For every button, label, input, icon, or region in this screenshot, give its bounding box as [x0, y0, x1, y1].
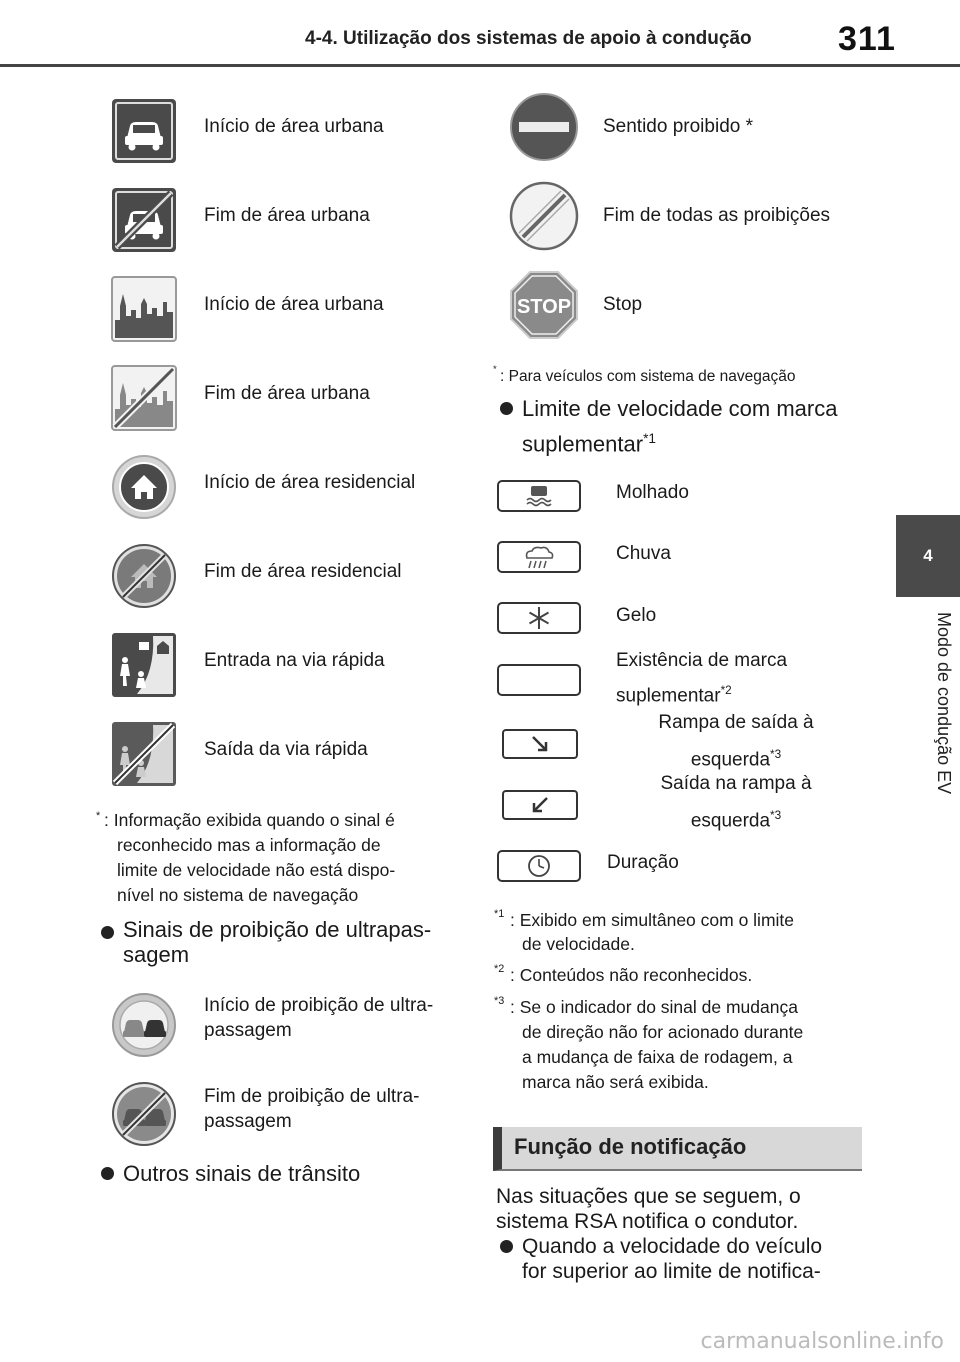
section-heading: sagem [123, 942, 190, 967]
chapter-label: Modo de condução EV [934, 612, 954, 795]
note-line: marca não será exibida. [522, 1072, 709, 1092]
plate-label: Molhado [616, 482, 689, 503]
sign-label: Início de área urbana [204, 116, 384, 137]
plate-label: Rampa de saída à [658, 712, 814, 733]
plate-label: esquerda$^{*3}$ [690, 748, 782, 771]
arrow-down-right-icon [502, 729, 578, 759]
residential-area-end-icon [111, 543, 177, 609]
note-mark: *2 [494, 963, 505, 975]
footnote-line: reconhecido mas a informação de [117, 835, 381, 855]
sign-label: Sentido proibido * [603, 116, 753, 137]
sign-label: Stop [603, 294, 643, 315]
rain-icon [497, 541, 581, 573]
living-street-exit-icon [111, 721, 177, 787]
urban-area-start-skyline-icon [111, 276, 177, 342]
bullet-icon [101, 926, 114, 939]
plate-label: suplementar$^{*2}$ [616, 684, 732, 707]
bullet-icon [101, 1167, 114, 1180]
header-rule [0, 64, 960, 67]
section-title: Função de notificação [514, 1134, 747, 1159]
body-line: for superior ao limite de notifica- [522, 1260, 821, 1283]
note-mark: *3 [494, 995, 505, 1007]
note-line: : Exibido em simultâneo com o limite [510, 910, 794, 930]
sign-label: Fim de proibição de ultra- [204, 1086, 420, 1107]
plate-label: Gelo [616, 605, 657, 626]
plate-label: Chuva [616, 543, 671, 564]
body-line: Nas situações que se seguem, o [496, 1185, 801, 1208]
note-line: : Conteúdos não reconhecidos. [510, 965, 753, 985]
note-line: de velocidade. [522, 934, 635, 954]
blank-plate-icon [497, 664, 581, 696]
stop-sign-text: STOP [516, 296, 572, 318]
end-of-all-restrictions-icon [509, 181, 579, 251]
snowflake-icon [497, 602, 581, 634]
section-heading: Limite de velocidade com marca [522, 396, 838, 421]
residential-area-start-icon [111, 454, 177, 520]
chapter-tab: 4 [896, 515, 960, 597]
page-number: 311 [838, 20, 896, 58]
plate-label: Duração [607, 852, 679, 873]
note-line: : Se o indicador do sinal de mudança [510, 997, 798, 1017]
sign-label: Início de área urbana [204, 294, 384, 315]
note-mark: *1 [494, 908, 505, 920]
footnote-line: : Informação exibida quando o sinal é [104, 810, 395, 830]
clock-icon [497, 850, 581, 882]
section-title-box [493, 1127, 862, 1171]
stop-sign-icon [509, 270, 579, 340]
section-heading: Sinais de proibição de ultrapas- [123, 917, 432, 942]
sign-label: Saída da via rápida [204, 739, 368, 760]
bullet-icon [500, 402, 513, 415]
wet-road-icon [497, 480, 581, 512]
sign-label: Fim de área residencial [204, 561, 402, 582]
footnote-mark: * [96, 810, 101, 822]
body-line: sistema RSA notifica o condutor. [496, 1210, 799, 1233]
plate-label: esquerda$^{*3}$ [690, 809, 782, 832]
urban-area-end-car-icon [111, 187, 177, 253]
sign-label: Início de área residencial [204, 472, 416, 493]
sign-label: Fim de área urbana [204, 205, 370, 226]
footnote-line: nível no sistema de navegação [117, 885, 359, 905]
footnote-line: limite de velocidade não está dispo- [117, 860, 396, 880]
sign-label: passagem [204, 1020, 292, 1041]
living-street-entry-icon [111, 632, 177, 698]
footnote-mark: * [493, 364, 497, 375]
plate-label: Saída na rampa à [660, 773, 812, 794]
no-overtaking-end-icon [111, 1081, 177, 1147]
arrow-down-left-icon [502, 790, 578, 820]
urban-area-end-skyline-icon [111, 365, 177, 431]
note-line: a mudança de faixa de rodagem, a [522, 1047, 793, 1067]
sign-label: Entrada na via rápida [204, 650, 385, 671]
no-entry-icon [509, 92, 579, 162]
section-heading: Outros sinais de trânsito [123, 1161, 361, 1186]
footnote-line: : Para veículos com sistema de navegação [500, 368, 796, 385]
sign-label: passagem [204, 1111, 292, 1132]
urban-area-start-car-icon [111, 98, 177, 164]
sign-label: Início de proibição de ultra- [204, 995, 434, 1016]
body-line: Quando a velocidade do veículo [522, 1235, 823, 1258]
bullet-icon [500, 1240, 513, 1253]
section-heading: suplementar$^{*1}$ [522, 431, 656, 457]
sign-label: Fim de todas as proibições [603, 205, 831, 226]
no-overtaking-start-icon [111, 992, 177, 1058]
note-line: de direção não for acionado durante [522, 1022, 804, 1042]
plate-label: Existência de marca [616, 650, 788, 671]
header-title: 4-4. Utilização dos sistemas de apoio à condução [305, 28, 752, 49]
watermark: carmanualsonline.info [700, 1329, 944, 1354]
sign-label: Fim de área urbana [204, 383, 370, 404]
